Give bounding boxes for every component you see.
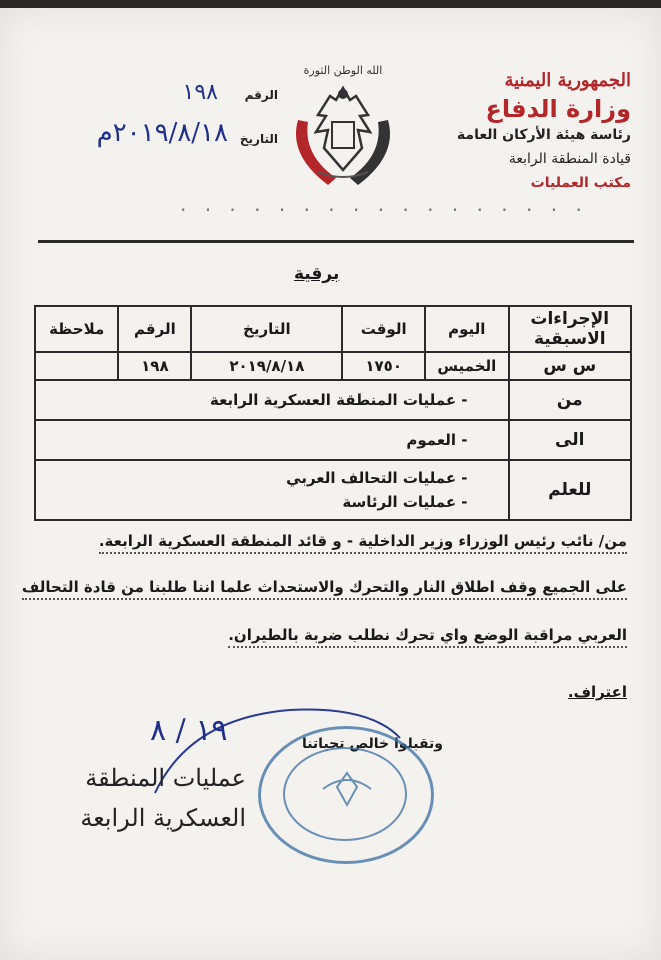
cc-item: - عمليات التحالف العربي: [286, 469, 468, 487]
table-row-from: [35, 380, 631, 420]
signature-line-1: عمليات المنطقة: [85, 764, 246, 792]
date-label: التاريخ: [239, 132, 278, 146]
header-rule: [38, 240, 634, 243]
ref-label: الرقم: [244, 88, 278, 102]
cell-date: ٢٠١٩/٨/١٨: [191, 352, 342, 380]
table-row-cc: [35, 460, 631, 520]
cc-item: - عمليات الرئاسة: [342, 493, 468, 511]
date-value: ٢٠١٩/٨/١٨م: [96, 118, 228, 148]
message-table: [34, 305, 632, 521]
from-value: - عمليات المنطقة العسكرية الرابعة: [35, 380, 509, 420]
ref-value: ١٩٨: [182, 80, 218, 105]
acknowledge: اعتراف.: [567, 683, 627, 701]
redaction-dots: · · · · · · · · · · · · · · · · ·: [180, 198, 588, 222]
table-header-row: [35, 306, 631, 352]
cc-label: للعلم: [509, 460, 631, 520]
col-day: اليوم: [425, 306, 508, 352]
cell-procedures: س س: [509, 352, 631, 380]
document-page: [0, 8, 661, 960]
to-value: - العموم: [35, 420, 509, 460]
cell-day: الخميس: [425, 352, 508, 380]
republic-title: الجمهورية اليمنية: [504, 70, 631, 91]
eagle-emblem: [278, 60, 408, 190]
closing-line: وتقبلوا خالص تحياتنا: [301, 736, 443, 752]
from-label: من: [509, 380, 631, 420]
col-procedures: الإجراءات الاسبقية: [509, 306, 631, 352]
signature-line-2: العسكرية الرابعة: [80, 804, 246, 832]
body-line-1: من/ نائب رئيس الوزراء وزير الداخلية - و قائد المنطقة العسكرية الرابعة.: [99, 532, 627, 554]
col-notes: ملاحظة: [35, 306, 118, 352]
official-stamp: [258, 726, 434, 864]
col-date: التاريخ: [191, 306, 342, 352]
cc-values: [35, 460, 509, 520]
col-time: الوقت: [342, 306, 425, 352]
handwritten-number: ١٩ / ٨: [150, 713, 228, 748]
cell-time: ١٧٥٠: [342, 352, 425, 380]
body-line-3: العربي مراقبة الوضع واي تحرك نطلب ضربة بالطيران.: [228, 626, 627, 648]
ref-block: [58, 80, 278, 158]
cell-number: ١٩٨: [118, 352, 191, 380]
col-number: الرقم: [118, 306, 191, 352]
table-row: [35, 352, 631, 380]
ministry-title: وزارة الدفاع: [485, 95, 631, 123]
staff-title: رئاسة هيئة الأركان العامة: [456, 127, 631, 143]
stamp-emblem-icon: [317, 769, 377, 809]
cell-notes: [35, 352, 118, 380]
to-label: الى: [509, 420, 631, 460]
body-line-2: على الجميع وقف اطلاق النار والتحرك والاستحداث علما اننا طلبنا من قادة التحالف: [22, 578, 627, 600]
signature-block: [46, 764, 246, 832]
doc-type: برقية: [294, 264, 340, 284]
org-header: [421, 70, 631, 191]
office-title: مكتب العمليات: [530, 175, 631, 191]
emblem-caption: الله الوطن الثورة: [303, 64, 383, 77]
table-row-to: [35, 420, 631, 460]
eagle-icon: [278, 60, 408, 190]
command-title: قيادة المنطقة الرابعة: [508, 151, 631, 167]
